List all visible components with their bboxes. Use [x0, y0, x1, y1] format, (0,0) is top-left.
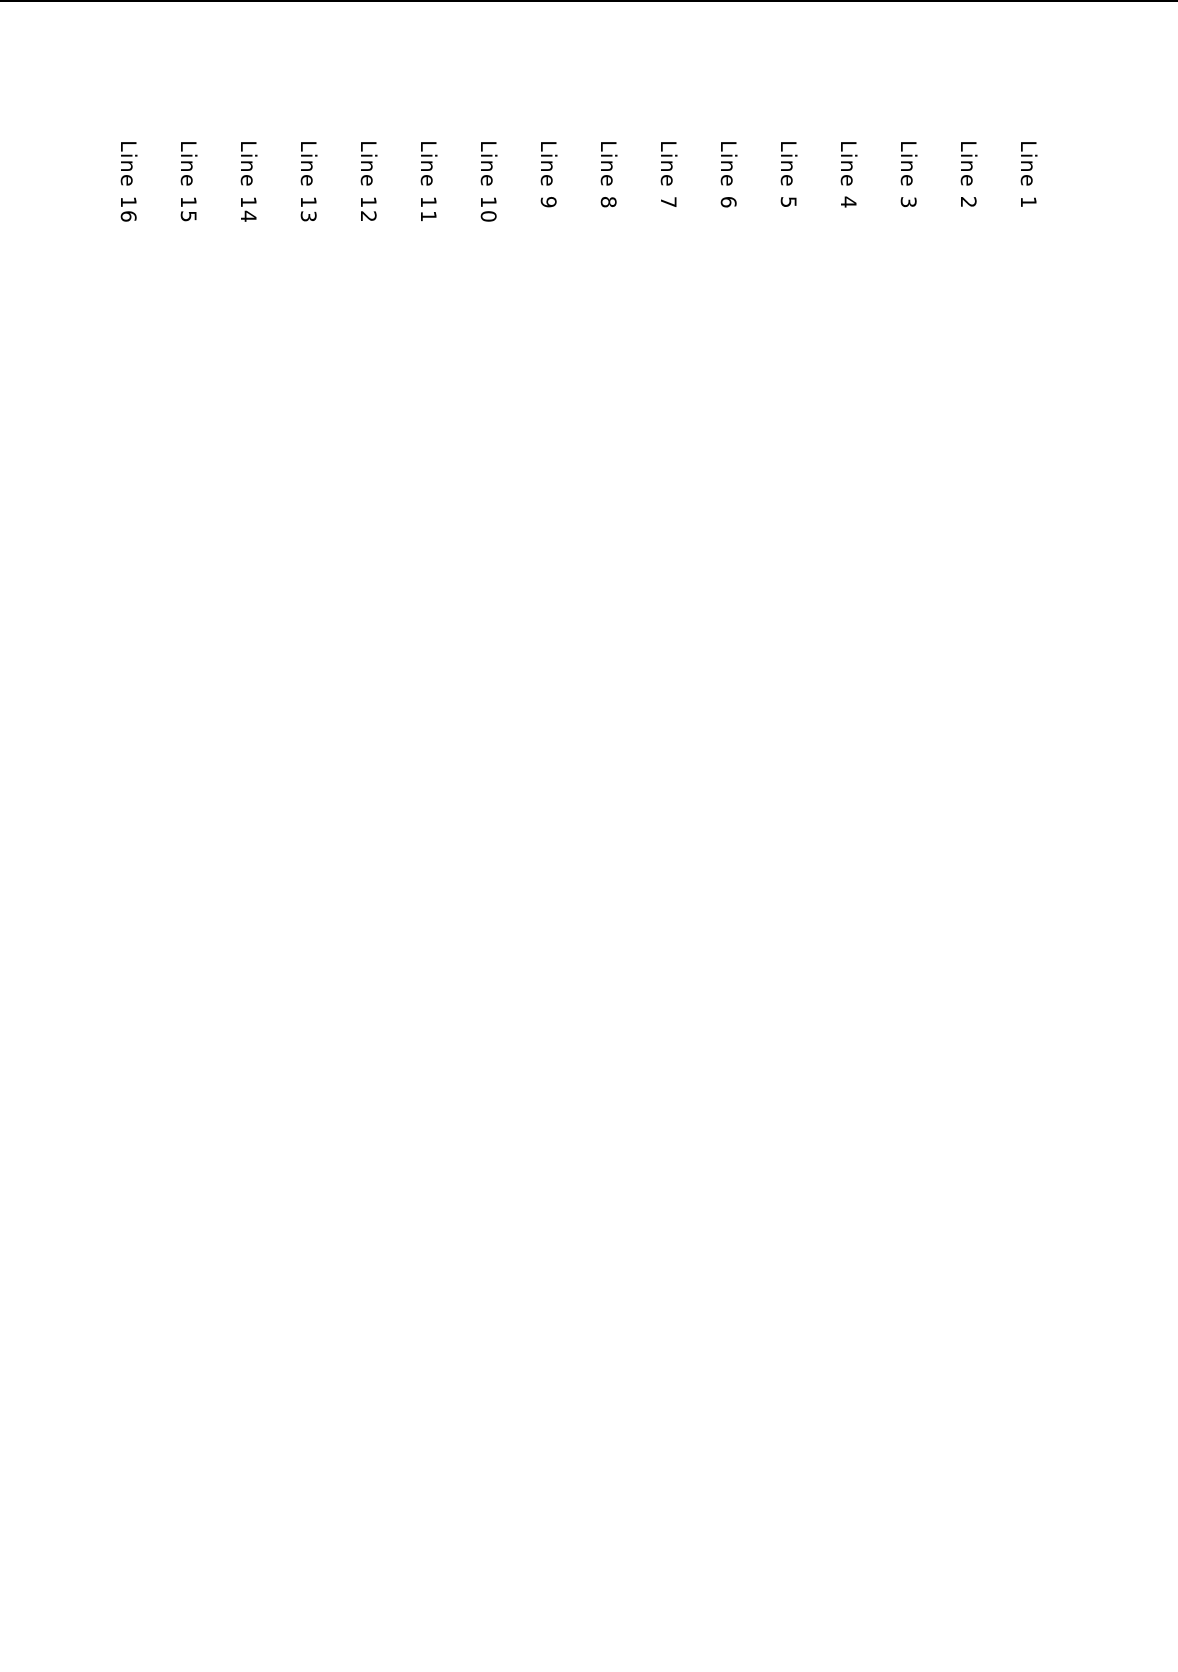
text-line: Line 3 — [896, 140, 920, 210]
text-line: Line 5 — [776, 140, 800, 210]
text-line: Line 11 — [416, 140, 440, 225]
text-line: Line 13 — [296, 140, 320, 225]
text-line: Line 9 — [536, 140, 560, 210]
page-top-rule — [0, 0, 1178, 2]
text-line: Line 16 — [116, 140, 140, 225]
text-line: Line 2 — [956, 140, 980, 210]
text-line: Line 12 — [356, 140, 380, 225]
text-line: Line 7 — [656, 140, 680, 210]
text-line: Line 1 — [1016, 140, 1040, 210]
text-line: Line 4 — [836, 140, 860, 210]
text-line: Line 8 — [596, 140, 620, 210]
vertical-text-block — [98, 140, 1058, 1040]
text-line: Line 6 — [716, 140, 740, 210]
text-line: Line 15 — [176, 140, 200, 225]
text-line: Line 14 — [236, 140, 260, 225]
text-line: Line 10 — [476, 140, 500, 225]
